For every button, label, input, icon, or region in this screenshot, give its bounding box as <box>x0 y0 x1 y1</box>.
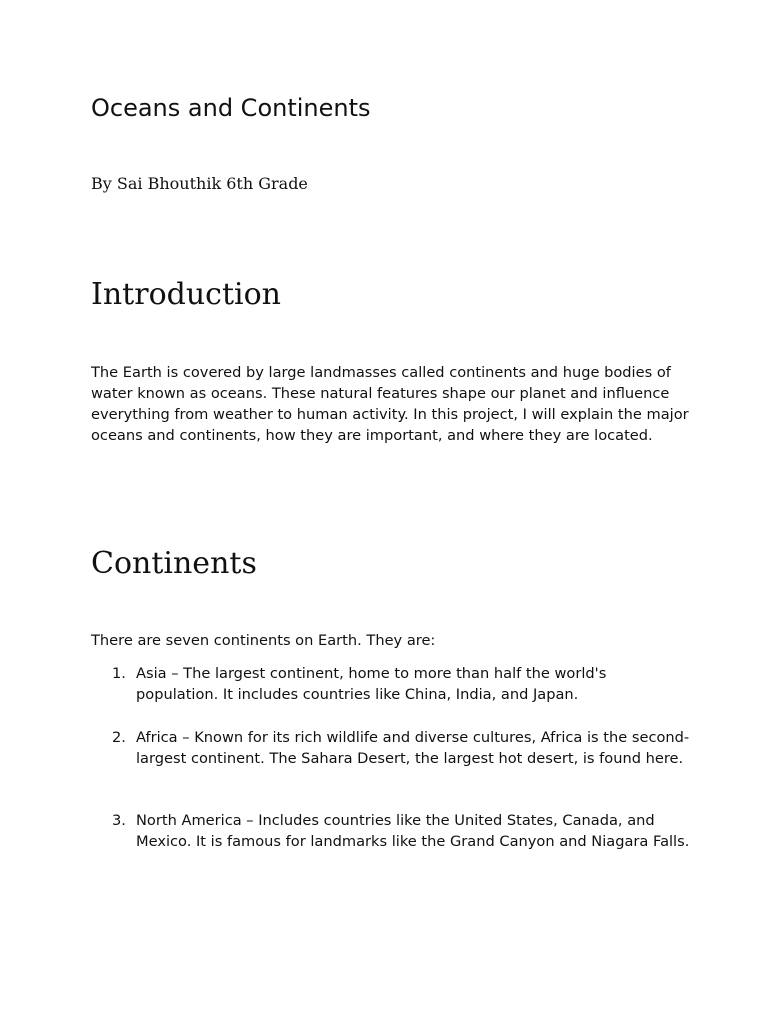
author-byline: By Sai Bhouthik 6th Grade <box>91 174 308 193</box>
list-item-text: Africa – Known for its rich wildlife and diverse cultures, Africa is the second-largest continent. The Sahara Desert, the largest hot desert, is found here. <box>136 729 690 767</box>
list-item-number: 2. <box>112 729 126 746</box>
list-item <box>91 727 691 769</box>
introduction-heading: Introduction <box>91 277 281 312</box>
document-title: Oceans and Continents <box>91 94 371 122</box>
list-item <box>91 663 691 705</box>
introduction-paragraph: The Earth is covered by large landmasses called continents and huge bodies of water known as oceans. These natural features shape our planet and influence everything from weather to human activity. In this project, I will explain the major oceans and continents, how they are important, and where they are located. <box>91 364 689 444</box>
list-item-text: North America – Includes countries like the United States, Canada, and Mexico. It is famous for landmarks like the Grand Canyon and Niagara Falls. <box>136 812 690 850</box>
list-item-text: Asia – The largest continent, home to more than half the world's population. It includes countries like China, India, and Japan. <box>136 665 607 703</box>
list-item-number: 3. <box>112 812 126 829</box>
list-item <box>91 810 691 852</box>
list-item-number: 1. <box>112 665 126 682</box>
continents-heading: Continents <box>91 546 257 581</box>
continents-list <box>91 663 691 852</box>
continents-lead-text: There are seven continents on Earth. They are: <box>91 632 436 649</box>
